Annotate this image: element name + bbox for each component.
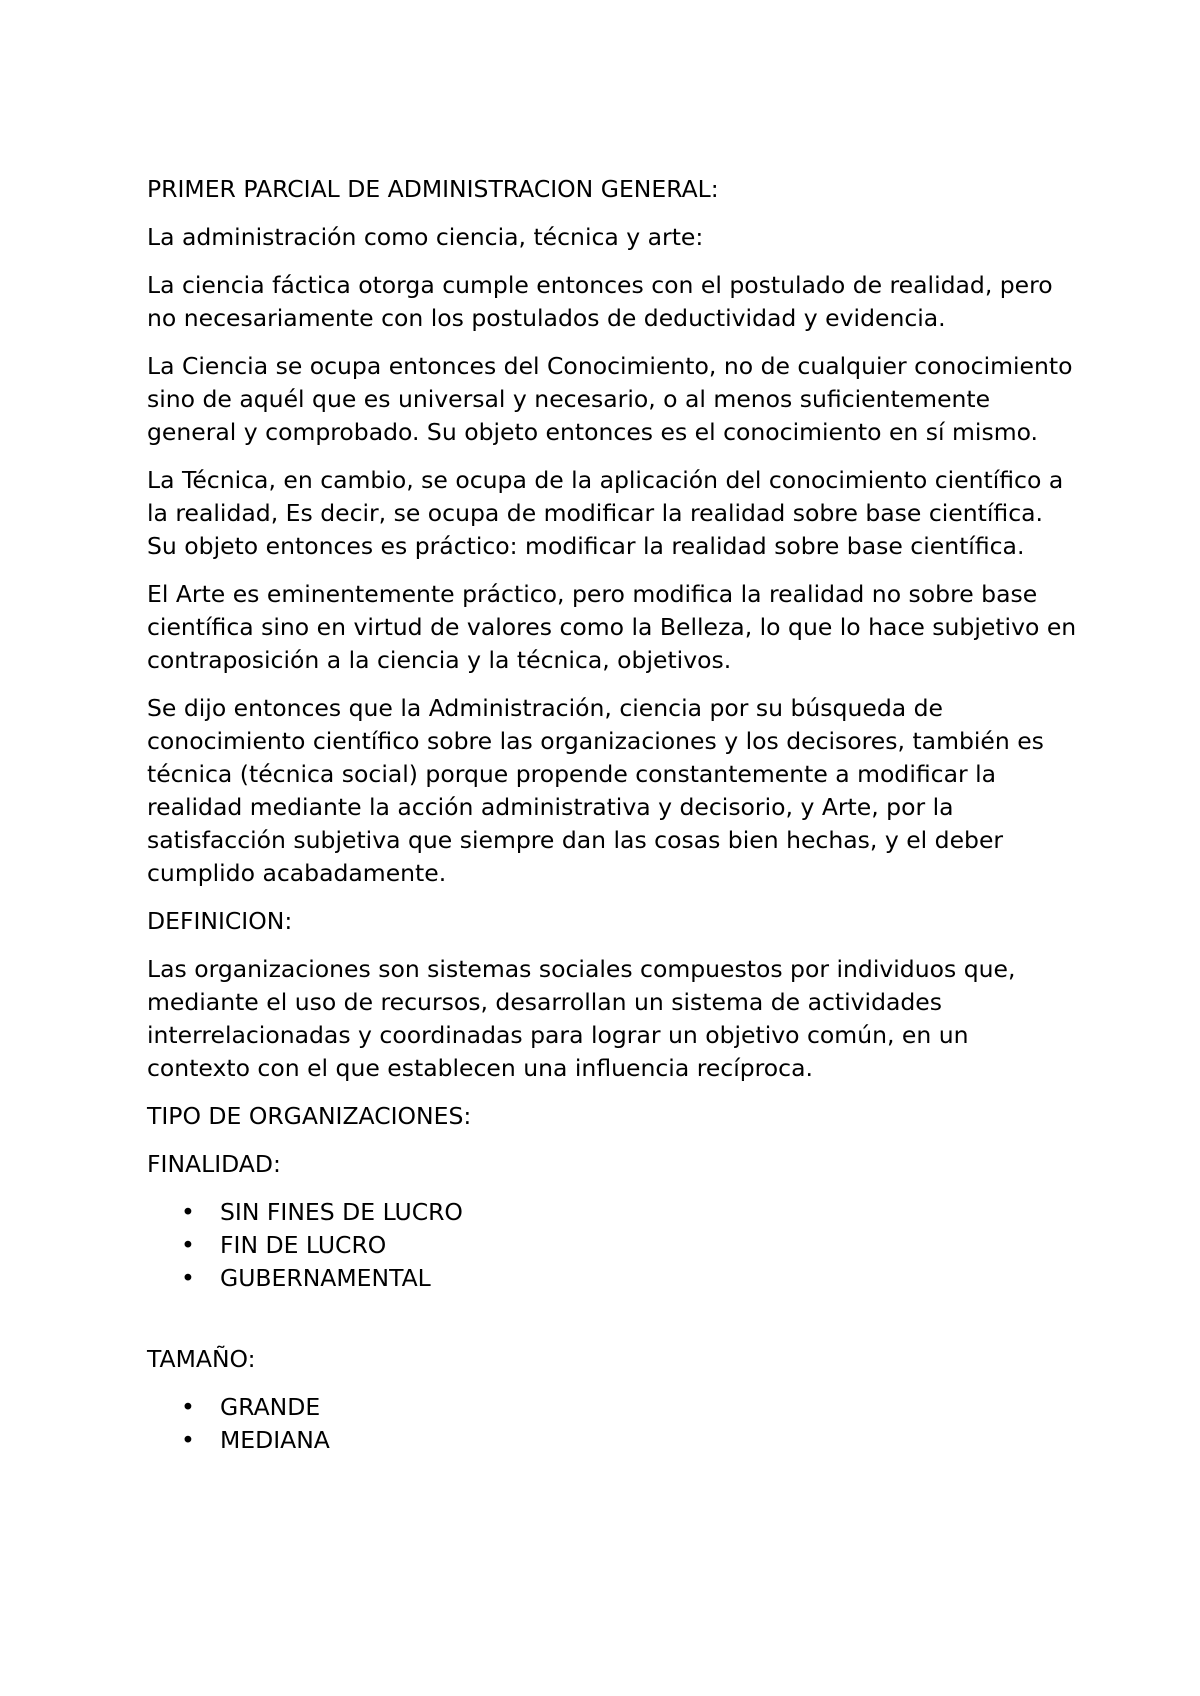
list-item: • SIN FINES DE LUCRO	[147, 1196, 1077, 1229]
document-page	[147, 173, 1077, 1472]
document-title: PRIMER PARCIAL DE ADMINISTRACION GENERAL:	[147, 175, 719, 203]
definicion-heading: DEFINICION:	[147, 907, 293, 935]
document-subtitle: La administración como ciencia, técnica y arte:	[147, 223, 704, 251]
list-item: • GRANDE	[147, 1391, 1077, 1424]
tamano-heading: TAMAÑO:	[147, 1345, 256, 1373]
list-item: • MEDIANA	[147, 1424, 1077, 1457]
tamano-list	[147, 1391, 1077, 1457]
definicion-text: Las organizaciones son sistemas sociales compuestos por individuos que, mediante el uso de recursos, desarrollan un sistema de actividades interrelacionadas y coordinadas para lograr un objetivo común, en un contexto con el que establecen una influencia recíproca.	[147, 955, 1016, 1082]
paragraph-tecnica: La Técnica, en cambio, se ocupa de la aplicación del conocimiento científico a la realidad, Es decir, se ocupa de modificar la realidad sobre base científica. Su objeto entonces es práctico: modificar la realidad sobre base científica.	[147, 466, 1064, 560]
paragraph-ciencia: La Ciencia se ocupa entonces del Conocimiento, no de cualquier conocimiento sino de aquél que es universal y necesario, o al menos suficientemente general y comprobado. Su objeto entonces es el conocimiento en sí mismo.	[147, 352, 1073, 446]
list-item: • GUBERNAMENTAL	[147, 1262, 1077, 1295]
paragraph-arte: El Arte es eminentemente práctico, pero modifica la realidad no sobre base científica sino en virtud de valores como la Belleza, lo que lo hace subjetivo en contraposición a la ciencia y la técnica, objetivos.	[147, 580, 1077, 674]
blank-line	[147, 1310, 1077, 1343]
finalidad-list	[147, 1196, 1077, 1295]
finalidad-heading: FINALIDAD:	[147, 1150, 281, 1178]
paragraph-administracion: Se dijo entonces que la Administración, ciencia por su búsqueda de conocimiento científico sobre las organizaciones y los decisores, también es técnica (técnica social) porque propende constantemente a modificar la realidad mediante la acción administrativa y decisorio, y Arte, por la satisfacción subjetiva que siempre dan las cosas bien hechas, y el deber cumplido acabadamente.	[147, 694, 1044, 887]
list-item: • FIN DE LUCRO	[147, 1229, 1077, 1262]
tipos-heading: TIPO DE ORGANIZACIONES:	[147, 1102, 472, 1130]
paragraph-ciencia-factica: La ciencia fáctica otorga cumple entonces con el postulado de realidad, pero no necesariamente con los postulados de deductividad y evidencia.	[147, 271, 1053, 332]
